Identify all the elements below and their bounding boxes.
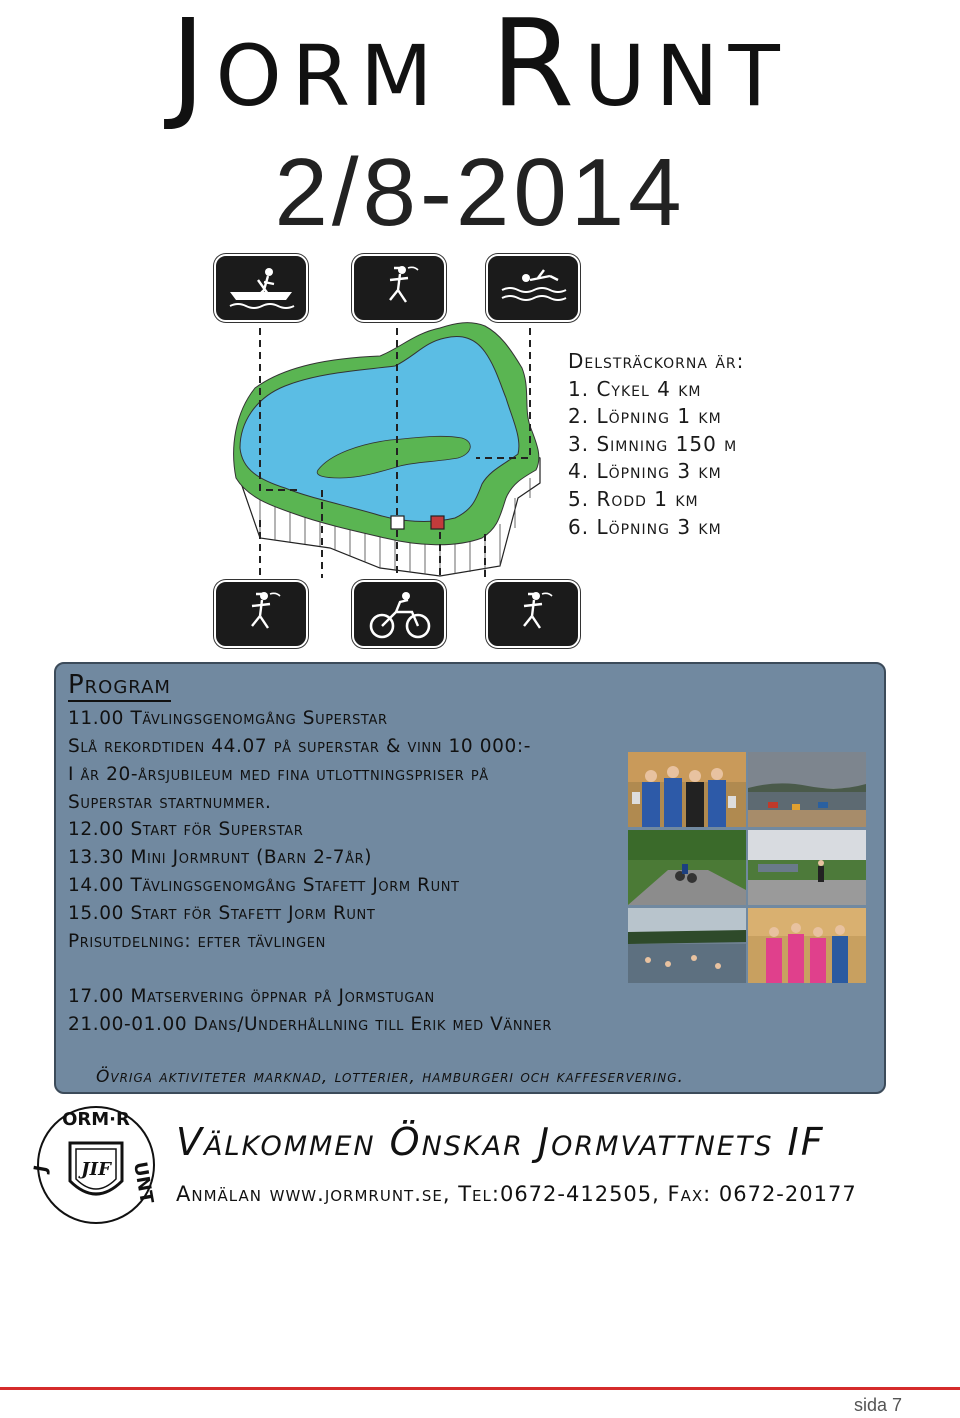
program-line: 17.00 Matservering öppnar på Jormstugan — [68, 986, 435, 1007]
photo-cyclists — [628, 830, 746, 905]
leg-item: 6. Löpning 3 km — [568, 514, 722, 539]
program-line: 11.00 Tävlingsgenomgång Superstar — [68, 708, 388, 729]
program-line: Superstar startnummer. — [68, 792, 272, 813]
welcome-text: Välkommen Önskar Jormvattnets IF — [176, 1120, 825, 1164]
program-panel — [54, 662, 886, 1094]
legs-heading: Delsträckorna är: — [568, 349, 745, 373]
program-line: 12.00 Start för Superstar — [68, 819, 304, 840]
leg-item: 1. Cykel 4 km — [568, 376, 702, 401]
course-legs — [568, 348, 744, 541]
svg-text:J: J — [30, 1163, 53, 1174]
program-line: 21.00-01.00 Dans/Underhållning till Erik med Vänner — [68, 1014, 553, 1035]
club-logo — [30, 1103, 162, 1227]
running-icon — [486, 580, 580, 648]
footer-divider — [0, 1387, 960, 1390]
cycling-icon — [352, 580, 446, 648]
leg-item: 3. Simning 150 m — [568, 431, 738, 456]
program-line: Prisutdelning: efter tävlingen — [68, 931, 326, 952]
svg-text:UNT: UNT — [129, 1160, 158, 1206]
running-icon — [352, 254, 446, 322]
photo-runner — [748, 830, 866, 905]
running-icon — [214, 580, 308, 648]
leg-item: 4. Löpning 3 km — [568, 459, 722, 484]
start-marker — [391, 516, 404, 529]
event-title: Jorm Runt — [170, 0, 790, 134]
svg-text:JIF: JIF — [81, 1159, 111, 1180]
rowing-icon — [214, 254, 308, 322]
other-activities: Övriga aktiviteter marknad, lotterier, hamburgeri och kaffeservering. — [96, 1067, 684, 1087]
page-number: sida 7 — [853, 1395, 902, 1415]
leg-item: 2. Löpning 1 km — [568, 404, 722, 429]
contact-info: Anmälan www.jormrunt.se, Tel:0672-412505, Fax: 0672-20177 — [176, 1182, 857, 1206]
swimming-icon — [486, 254, 580, 322]
program-line: 13.30 Mini Jormrunt (Barn 2-7år) — [68, 847, 373, 868]
program-line: 15.00 Start för Stafett Jorm Runt — [68, 903, 376, 924]
finish-marker — [431, 516, 444, 529]
leg-item: 5. Rodd 1 km — [568, 486, 699, 511]
photo-podium-pink — [748, 908, 866, 983]
program-heading: Program — [68, 670, 171, 700]
photo-team-trophies — [628, 752, 746, 827]
photo-lake-shore — [748, 752, 866, 827]
svg-text:ORM·R: ORM·R — [62, 1109, 130, 1130]
program-line: Slå rekordtiden 44.07 på superstar & vinn 10 000:- — [68, 736, 532, 757]
photo-collage — [628, 752, 868, 984]
photo-swimmers — [628, 908, 746, 983]
program-line: I år 20-årsjubileum med fina utlottningspriser på — [68, 764, 489, 785]
program-line: 14.00 Tävlingsgenomgång Stafett Jorm Runt — [68, 875, 460, 896]
event-date: 2/8-2014 — [274, 139, 686, 246]
